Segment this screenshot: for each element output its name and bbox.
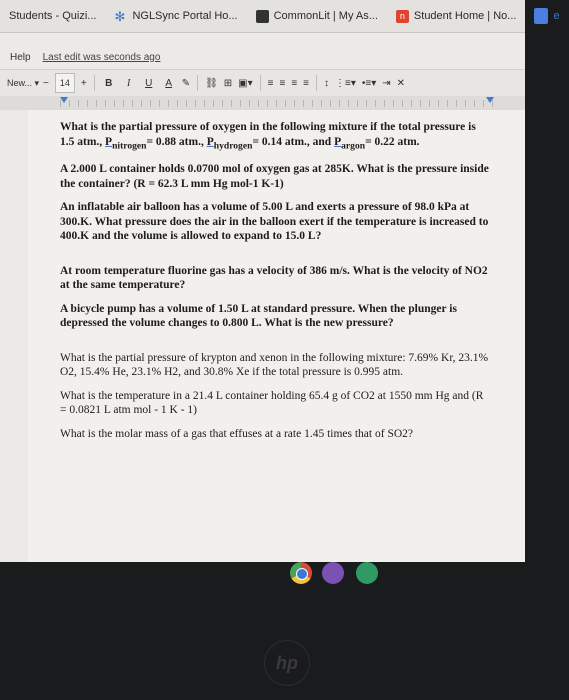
- question-4: At room temperature fluorine gas has a velocity of 386 m/s. What is the velocity of NO2 at the same temperature?: [60, 264, 488, 292]
- menu-help[interactable]: Help: [10, 51, 31, 63]
- bulleted-list-icon[interactable]: •≡▾: [361, 77, 377, 89]
- ruler: [0, 96, 525, 110]
- document-page[interactable]: [28, 110, 525, 562]
- last-edit-link[interactable]: Last edit was seconds ago: [42, 51, 161, 63]
- bookmark-quizizz[interactable]: [0, 10, 105, 22]
- chrome-icon[interactable]: [290, 562, 312, 584]
- align-left-icon[interactable]: ≡: [267, 77, 274, 89]
- ruler-scale: [60, 100, 495, 107]
- separator: [197, 75, 198, 91]
- bookmark-nglsync[interactable]: [105, 10, 246, 23]
- left-indent-marker[interactable]: [60, 97, 68, 103]
- indent-icon[interactable]: ⇥: [382, 77, 391, 89]
- separator: [94, 75, 95, 91]
- question-3: An inflatable air balloon has a volume of 5.00 L and exerts a pressure of 98.0 kPa at 300.K. What pressure does the air in the balloon exert if the temperature is increased to 400.K and the volume is allowed to expand to 15.0 L?: [60, 201, 489, 243]
- bold-button[interactable]: B: [105, 77, 113, 89]
- question-7: What is the temperature in a 21.4 L container holding 65.4 g of CO2 at 1550 mm Hg and (R = 0.0821 L atm mol - 1 K - 1): [60, 389, 484, 417]
- bookmark-docs[interactable]: [525, 8, 568, 24]
- text-color-button[interactable]: A: [165, 77, 173, 89]
- italic-button[interactable]: I: [127, 77, 131, 89]
- bookmark-label: Student Home | No...: [413, 10, 517, 22]
- bookmark-commonlit[interactable]: [247, 10, 387, 23]
- bookmark-label: Students - Quizi...: [9, 10, 97, 22]
- p-argon: $P_{argon}$: [334, 135, 366, 151]
- docs-icon: [534, 8, 548, 24]
- bookmarks-bar: [0, 0, 560, 33]
- image-icon[interactable]: ▣▾: [238, 77, 253, 89]
- hp-logo: hp: [264, 640, 310, 686]
- bookmark-label: e: [553, 10, 560, 22]
- clear-formatting-icon[interactable]: ✕: [396, 77, 406, 89]
- style-label: New...: [7, 78, 33, 88]
- justify-icon[interactable]: ≡: [303, 77, 310, 89]
- app-icon[interactable]: [322, 562, 344, 584]
- menu-bar: [0, 47, 525, 67]
- bookmark-label: CommonLit | My As...: [273, 10, 378, 22]
- formatting-toolbar: [0, 69, 525, 97]
- align-right-icon[interactable]: ≡: [291, 77, 298, 89]
- p-hydrogen: $P_{hydrogen}$: [206, 135, 253, 151]
- comment-icon[interactable]: ⊞: [223, 77, 233, 89]
- commonlit-icon: [256, 10, 269, 23]
- question-1: What is the partial pressure of oxygen in the following mixture if the total pressure is 1.5 atm., $P_{nitrogen}= 0.88$ atm., $P_{hydrogen}= 0.14$ atm., and $P_{argon}= 0.22$ atm.: [60, 121, 476, 151]
- bookmark-noredink[interactable]: [387, 10, 526, 23]
- p-nitrogen: $P_{nitrogen}$: [105, 135, 147, 151]
- question-8: What is the molar mass of a gas that effuses at a rate 1.45 times that of SO2?: [60, 427, 413, 440]
- highlight-icon[interactable]: ✎: [181, 77, 191, 89]
- taskbar: [0, 562, 525, 590]
- right-indent-marker[interactable]: [486, 97, 494, 103]
- font-size-decrease-button[interactable]: −: [43, 77, 49, 89]
- separator: [316, 75, 317, 91]
- sync-icon: ✻: [114, 8, 126, 24]
- question-2: A 2.000 L container holds 0.0700 mol of oxygen gas at 285K. What is the pressure inside the container? (R = 62.3 L mm Hg mol-1 K-1): [60, 163, 489, 190]
- question-6: What is the partial pressure of krypton and xenon in the following mixture: 7.69% Kr, 23.1% O2, 15.4% He, 23.1% H2, and 30.8% Xe if the total pressure is 0.995 atm.: [60, 351, 489, 379]
- font-size-increase-button[interactable]: +: [80, 77, 87, 89]
- question-5: A bicycle pump has a volume of 1.50 L at standard pressure. When the plunger is depressed the volume changes to 0.800 L. What is the new pressure?: [60, 302, 457, 330]
- underline-button[interactable]: U: [145, 77, 153, 89]
- separator: [260, 75, 261, 91]
- line-spacing-icon[interactable]: ↕: [324, 77, 330, 89]
- style-dropdown[interactable]: New... ▾: [7, 77, 40, 88]
- bookmark-label: NGLSync Portal Ho...: [132, 10, 238, 22]
- align-center-icon[interactable]: ≡: [279, 77, 286, 89]
- numbered-list-icon[interactable]: ⋮≡▾: [335, 77, 356, 89]
- font-size-field[interactable]: 14: [55, 73, 75, 93]
- link-icon[interactable]: ⛓: [205, 77, 218, 89]
- document-body[interactable]: [60, 120, 492, 450]
- classroom-icon[interactable]: [356, 562, 378, 584]
- noredink-icon: n: [396, 10, 409, 23]
